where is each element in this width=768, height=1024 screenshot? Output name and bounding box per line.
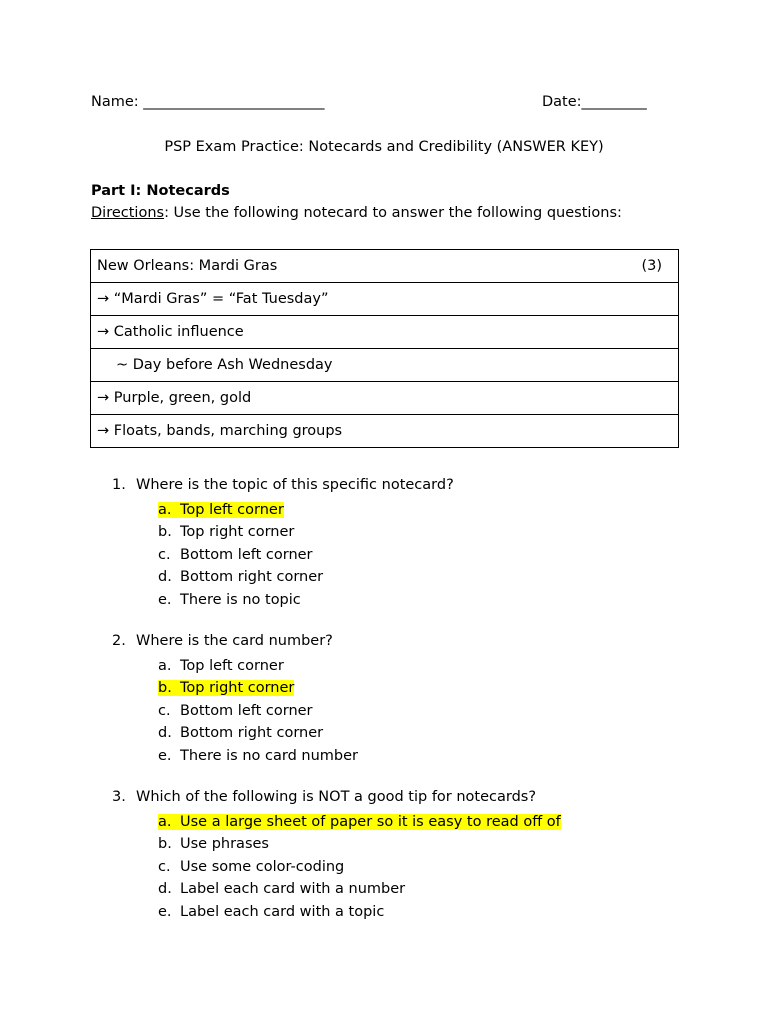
notecard-table [90,249,679,448]
notecard-number: (3) [641,258,662,274]
option-item [158,700,358,722]
question-number: 2. [112,633,126,649]
option-item [158,878,561,900]
option-item [158,722,358,744]
option-item [158,499,323,521]
option-letter: c. [158,858,171,875]
option-text: Top right corner [180,524,295,541]
option-text: Bottom left corner [180,546,313,563]
option-letter: d. [158,725,172,742]
option-text: Bottom right corner [180,725,324,742]
option-item [158,521,323,543]
notecard-line: → Purple, green, gold [91,382,679,415]
question-text: Where is the topic of this specific notecard? [136,477,454,493]
question-number: 1. [112,477,126,493]
option-text: Top left corner [180,502,284,518]
notecard-topic: New Orleans: Mardi Gras [97,258,278,274]
option-text: Top left corner [180,658,284,674]
option-item [158,901,561,923]
question-number: 3. [112,789,126,805]
notecard-row [91,316,679,349]
option-text: Bottom right corner [180,569,324,586]
option-list [158,655,358,767]
option-text: Use a large sheet of paper so it is easy to read off of [180,814,561,830]
option-letter: b. [158,524,172,541]
question-text: Which of the following is NOT a good tip for notecards? [136,789,537,805]
option-item [158,655,358,677]
option-item [158,856,561,878]
option-item [158,589,323,611]
option-text: There is no card number [180,747,358,764]
directions-text: : Use the following notecard to answer the following questions: [164,205,622,221]
option-letter: d. [158,881,172,898]
option-text: There is no topic [180,591,301,608]
option-letter: d. [158,569,172,586]
notecard-row [91,250,679,283]
option-letter: c. [158,546,171,563]
option-letter: e. [158,747,172,764]
notecard-header-cell [91,250,679,283]
option-letter: e. [158,591,172,608]
notecard-row [91,382,679,415]
option-text: Use phrases [180,836,269,853]
question-text: Where is the card number? [136,633,333,649]
option-item [158,544,323,566]
date-field-line: Date:_________ [542,94,647,110]
directions [91,205,622,221]
option-text: Label each card with a topic [180,903,385,920]
option-letter: c. [158,702,171,719]
option-list [158,811,561,923]
option-text: Bottom left corner [180,702,313,719]
option-list [158,499,323,611]
option-letter: b. [158,680,172,697]
name-field-line: Name: _________________________ [91,94,325,110]
directions-label: Directions [91,205,165,221]
option-text: Use some color-coding [180,858,345,875]
option-item [158,745,358,767]
option-letter: b. [158,836,172,853]
option-item [158,566,323,588]
option-item [158,677,358,699]
option-text: Top right corner [180,680,295,697]
notecard-row [91,283,679,316]
notecard-line: → Floats, bands, marching groups [91,415,679,448]
notecard-line: ~ Day before Ash Wednesday [91,349,679,382]
option-letter: a. [158,658,172,674]
option-letter: a. [158,814,172,830]
option-item [158,811,561,833]
option-letter: e. [158,903,172,920]
page-title: PSP Exam Practice: Notecards and Credibility (ANSWER KEY) [164,139,604,155]
notecard-row [91,415,679,448]
notecard-line: → “Mardi Gras” = “Fat Tuesday” [91,283,679,316]
notecard-line: → Catholic influence [91,316,679,349]
option-text: Label each card with a number [180,881,406,898]
part-heading: Part I: Notecards [91,183,230,199]
option-item [158,833,561,855]
notecard-row [91,349,679,382]
option-letter: a. [158,502,172,518]
